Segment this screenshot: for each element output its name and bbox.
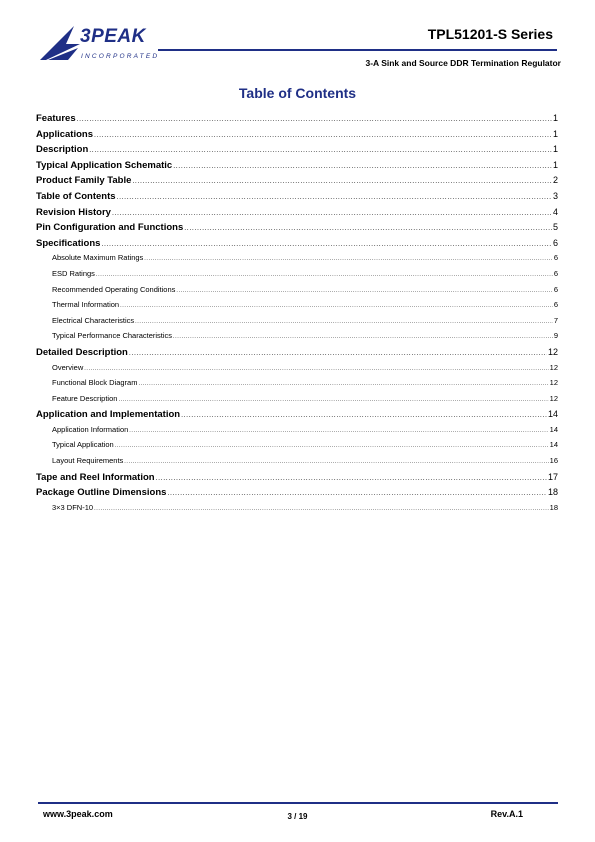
toc-entry-page: 6 xyxy=(553,284,558,294)
toc-subentry[interactable] xyxy=(36,394,558,410)
toc-entry[interactable] xyxy=(36,207,558,223)
toc-entry-page: 2 xyxy=(552,175,558,186)
toc-entry-page: 3 xyxy=(552,190,558,201)
leader-dots xyxy=(77,116,552,123)
toc-entry-page: 6 xyxy=(552,237,558,248)
leader-dots xyxy=(118,397,548,403)
toc-subentry[interactable] xyxy=(36,425,558,441)
table-of-contents xyxy=(36,113,558,518)
toc-entry-label: Table of Contents xyxy=(36,190,116,202)
toc-entry-label: Product Family Table xyxy=(36,175,132,187)
leader-dots xyxy=(129,428,548,434)
toc-entry-label: Application Information xyxy=(52,424,129,434)
toc-subentry[interactable] xyxy=(36,456,558,472)
toc-entry[interactable] xyxy=(36,347,558,363)
toc-subentry[interactable] xyxy=(36,440,558,456)
toc-entry-label: Tape and Reel Information xyxy=(36,471,155,483)
company-logo xyxy=(38,24,168,64)
toc-entry-page: 5 xyxy=(552,222,558,233)
toc-entry-label: Overview xyxy=(52,362,84,372)
toc-entry-label: Description xyxy=(36,144,89,156)
toc-entry-page: 14 xyxy=(549,440,558,450)
toc-entry-page: 12 xyxy=(549,378,558,388)
toc-entry-label: Absolute Maximum Ratings xyxy=(52,253,144,263)
leader-dots xyxy=(84,366,548,372)
toc-entry[interactable] xyxy=(36,487,558,503)
toc-entry[interactable] xyxy=(36,175,558,191)
toc-entry-page: 16 xyxy=(549,456,558,466)
toc-entry-page: 1 xyxy=(552,113,558,123)
footer-divider xyxy=(38,802,558,804)
leader-dots xyxy=(167,490,547,497)
toc-subentry[interactable] xyxy=(36,331,558,347)
leader-dots xyxy=(135,319,553,325)
toc-entry-page: 17 xyxy=(547,471,558,482)
toc-entry[interactable] xyxy=(36,113,558,129)
toc-entry-page: 6 xyxy=(553,268,558,278)
toc-entry-label: Typical Application xyxy=(52,440,114,450)
leader-dots xyxy=(156,475,547,482)
toc-entry-page: 18 xyxy=(547,487,558,498)
toc-entry-page: 12 xyxy=(547,346,558,357)
toc-subentry[interactable] xyxy=(36,503,558,519)
toc-entry-label: Features xyxy=(36,113,76,124)
toc-entry-page: 4 xyxy=(552,206,558,217)
leader-dots xyxy=(112,210,552,217)
leader-dots xyxy=(94,506,549,512)
toc-subentry[interactable] xyxy=(36,316,558,332)
toc-entry-label: Applications xyxy=(36,128,94,140)
logo-subtext: INCORPORATED xyxy=(81,53,160,60)
toc-entry[interactable] xyxy=(36,129,558,145)
toc-subentry[interactable] xyxy=(36,285,558,301)
header-divider xyxy=(158,49,557,51)
leader-dots xyxy=(144,256,553,262)
toc-entry-label: Functional Block Diagram xyxy=(52,378,138,388)
toc-entry-page: 14 xyxy=(549,424,558,434)
toc-entry-label: Recommended Operating Conditions xyxy=(52,284,176,294)
toc-title: Table of Contents xyxy=(238,85,357,101)
toc-entry[interactable] xyxy=(36,472,558,488)
leader-dots xyxy=(101,241,552,248)
toc-entry-label: Layout Requirements xyxy=(52,456,124,466)
toc-entry-label: Feature Description xyxy=(52,393,118,403)
leader-dots xyxy=(138,381,548,387)
leader-dots xyxy=(181,412,547,419)
toc-entry[interactable] xyxy=(36,160,558,176)
page-indicator: 3 / 19 xyxy=(287,812,308,821)
toc-entry-page: 1 xyxy=(552,144,558,155)
toc-entry[interactable] xyxy=(36,409,558,425)
leader-dots xyxy=(129,350,547,357)
toc-entry-label: Application and Implementation xyxy=(36,409,181,421)
leader-dots xyxy=(96,272,553,278)
leader-dots xyxy=(124,459,548,465)
leader-dots xyxy=(132,178,552,185)
toc-entry-label: Detailed Description xyxy=(36,346,128,358)
toc-entry-page: 12 xyxy=(549,362,558,372)
leader-dots xyxy=(173,334,553,340)
leader-dots xyxy=(173,163,552,170)
leader-dots xyxy=(117,194,552,201)
series-title: TPL51201-S Series xyxy=(427,26,553,42)
toc-subentry[interactable] xyxy=(36,363,558,379)
toc-entry-label: Package Outline Dimensions xyxy=(36,487,167,499)
toc-entry-label: Revision History xyxy=(36,206,111,218)
toc-entry-page: 1 xyxy=(552,159,558,170)
toc-entry-label: Specifications xyxy=(36,237,101,249)
document-subtitle: 3-A Sink and Source DDR Termination Regulator xyxy=(365,58,561,68)
peak-logo-icon xyxy=(38,24,84,64)
toc-entry-label: Typical Performance Characteristics xyxy=(52,331,173,341)
leader-dots xyxy=(176,288,552,294)
toc-entry-label: ESD Ratings xyxy=(52,268,95,278)
toc-entry-page: 7 xyxy=(553,315,558,325)
toc-subentry[interactable] xyxy=(36,300,558,316)
footer-website-link[interactable]: www.3peak.com xyxy=(43,809,113,819)
leader-dots xyxy=(115,443,549,449)
toc-entry-label: Pin Configuration and Functions xyxy=(36,222,184,234)
logo-wordmark: 3PEAK xyxy=(80,26,146,47)
toc-entry[interactable] xyxy=(36,238,558,254)
leader-dots xyxy=(120,303,553,309)
toc-subentry[interactable] xyxy=(36,269,558,285)
leader-dots xyxy=(184,225,552,232)
toc-entry-page: 9 xyxy=(553,331,558,341)
toc-entry-label: 3×3 DFN-10 xyxy=(52,502,94,512)
revision-label: Rev.A.1 xyxy=(490,809,523,819)
toc-entry-page: 6 xyxy=(553,253,558,263)
toc-entry-page: 18 xyxy=(549,502,558,512)
toc-subentry[interactable] xyxy=(36,253,558,269)
toc-subentry[interactable] xyxy=(36,378,558,394)
leader-dots xyxy=(94,132,552,139)
toc-entry[interactable] xyxy=(36,222,558,238)
toc-entry-page: 6 xyxy=(553,300,558,310)
toc-entry-label: Thermal Information xyxy=(52,300,120,310)
leader-dots xyxy=(89,147,552,154)
toc-entry-label: Typical Application Schematic xyxy=(36,159,173,171)
toc-entry[interactable] xyxy=(36,144,558,160)
toc-entry-label: Electrical Characteristics xyxy=(52,315,135,325)
toc-entry[interactable] xyxy=(36,191,558,207)
toc-entry-page: 14 xyxy=(547,409,558,420)
toc-entry-page: 12 xyxy=(549,393,558,403)
toc-entry-page: 1 xyxy=(552,128,558,139)
